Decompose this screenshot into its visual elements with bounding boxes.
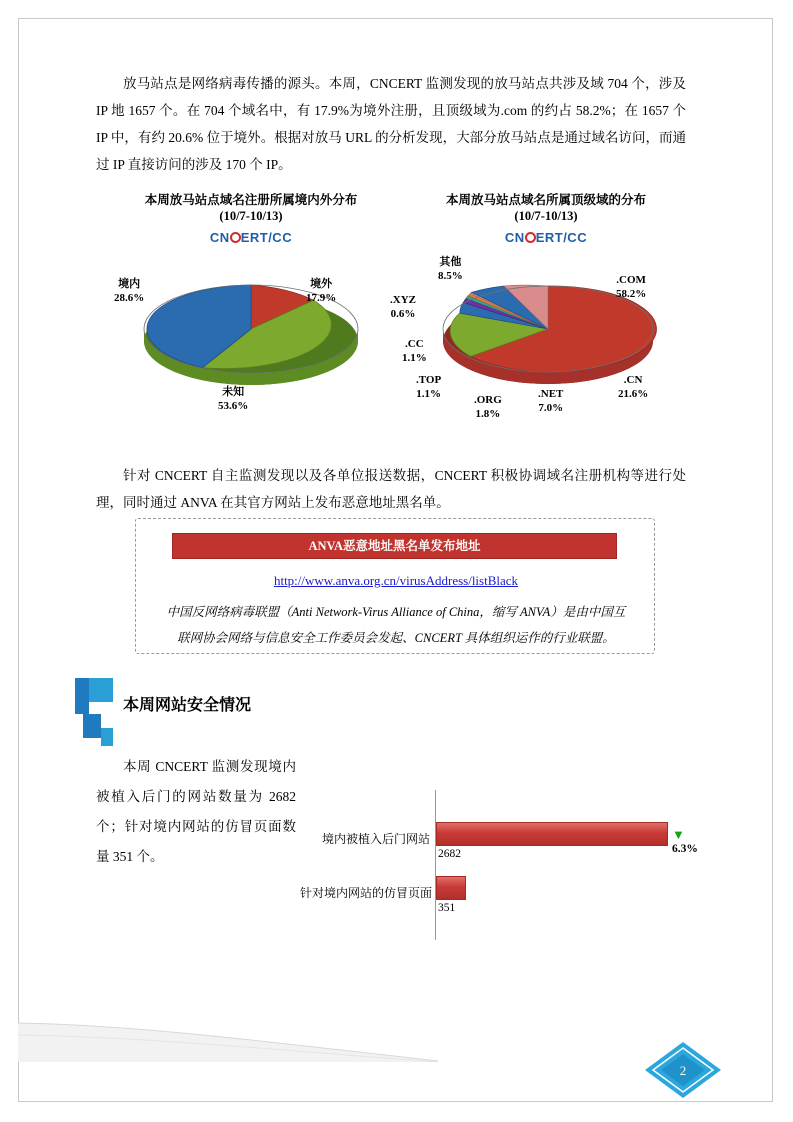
pie-2-label-xyz [390,293,416,321]
pie-2-val-org: 1.8% [475,408,501,420]
bar-value-phishing: 351 [438,902,456,914]
cncert-mark-suffix-2: ERT/CC [535,230,588,245]
bar-value-backdoor: 2682 [438,848,461,860]
bar-chart-axis [435,790,436,940]
paragraph-2-block [96,462,686,516]
page-number-badge [643,1040,723,1100]
chart-tld-distribution [390,192,696,420]
paragraph-3: 本周 CNCERT 监测发现境内被植入后门的网站数量为 2682 个；针对境内网站的仿冒页面数量 351 个。 [96,759,296,864]
cncert-ring-icon-2 [525,232,536,243]
heading-decoration-bar-2 [89,678,113,702]
bar-category-label-backdoor: 境内被植入后门网站 [321,832,430,846]
pie-2-label-com [616,273,646,301]
pie-1-val-domestic: 28.6% [114,292,145,304]
pie-1-val-unknown: 53.6% [218,400,249,412]
chart-1-plot-area [106,245,396,415]
cncert-watermark-1 [106,230,396,245]
heading-decoration-bar-1 [75,678,89,714]
bar-backdoor [436,822,668,846]
pie-2-label-net [538,387,563,415]
chart-website-security-bar [300,790,698,950]
paragraph-1: 放马站点是网络病毒传播的源头。本周，CNCERT 监测发现的放马站点共涉及域 704 个，涉及 IP 地 1657 个。在 704 个域名中，有 17.9%为境外注册，且顶级域为.com 的约占 58.2%；在 1657 个 IP 中，有约 20.6% 位于境外。根据对放马 URL 的分析发现，大部分放马站点是通过域名访问，而通过 IP 直接访问的涉及 170 个 IP。 [96,76,686,172]
cncert-mark-suffix: ERT/CC [240,230,293,245]
bar-delta-backdoor [672,827,698,855]
anva-banner-title: ANVA恶意地址黑名单发布地址 [172,533,617,559]
cncert-mark-prefix: CN [209,230,230,245]
pie-2-val-net: 7.0% [538,402,564,414]
pie-1-cat-unknown: 未知 [222,386,245,398]
pie-2-cat-net: .NET [538,388,564,400]
anva-description: 中国反网络病毒联盟（Anti Network-Virus Alliance of China，缩写 ANVA）是由中国互联网协会网络与信息安全工作委员会发起、CNCERT 具体组织运作的行业联盟。 [166,605,626,645]
anva-blacklist-link[interactable]: http://www.anva.org.cn/virusAddress/listBlack [273,573,519,588]
pie-2-cat-cc: .CC [405,338,424,350]
down-arrow-icon: ▼ [672,827,685,842]
anva-callout-box [135,518,655,654]
section-heading-block [75,678,475,758]
pie-1-label-unknown [218,385,248,413]
pie-2-cat-top: .TOP [416,374,442,386]
pie-2-val-com: 58.2% [616,288,647,300]
pie-1-val-overseas: 17.9% [306,292,337,304]
pie-2-val-cn: 21.6% [618,388,649,400]
pie-2-val-other: 8.5% [438,270,463,282]
pie-1-label-domestic [114,277,144,305]
pie-2-cat-com: .COM [616,274,646,286]
pie-2-cat-cn: .CN [623,374,643,386]
chart-1-subtitle: (10/7-10/13) [219,209,283,223]
pie-2-val-cc: 1.1% [402,352,427,364]
chart-2-subtitle: (10/7-10/13) [514,209,578,223]
chart-1-title: 本周放马站点域名注册所属境内外分布 [144,193,358,207]
pie-chart-1-svg [106,245,396,415]
footer-decoration [18,1017,438,1062]
page-number: 2 [679,1063,687,1078]
cncert-watermark-2 [396,230,696,245]
pie-1-cat-overseas: 境外 [310,278,333,290]
pie-2-cat-other: 其他 [439,256,462,268]
section-title: 本周网站安全情况 [123,697,252,714]
pie-2-label-top [416,373,441,401]
cncert-ring-icon [230,232,241,243]
pie-2-label-other [438,255,463,283]
paragraph-2: 针对 CNCERT 自主监测发现以及各单位报送数据，CNCERT 积极协调域名注册机构等进行处理，同时通过 ANVA 在其官方网站上发布恶意地址黑名单。 [96,468,686,510]
footer-swoosh-svg [18,1017,438,1062]
heading-decoration-bar-4 [101,728,113,746]
paragraph-1-block [96,70,686,178]
pie-2-label-org [474,393,502,421]
pie-1-label-overseas [306,277,336,305]
heading-decoration-bar-3 [83,714,101,738]
pie-2-cat-org: .ORG [474,394,502,406]
chart-2-title: 本周放马站点域名所属顶级域的分布 [445,193,646,207]
bar-phishing [436,876,466,900]
bar-category-label-phishing: 针对境内网站的仿冒页面 [300,886,433,900]
pie-2-val-xyz: 0.6% [390,308,416,320]
bar-delta-backdoor-value: 6.3% [672,843,698,855]
charts-row [96,192,696,442]
chart-2-plot-area [390,245,696,420]
pie-2-label-cn [618,373,648,401]
cncert-mark-prefix-2: CN [504,230,525,245]
pie-2-val-top: 1.1% [416,388,441,400]
pie-1-cat-domestic: 境内 [118,278,141,290]
pie-2-cat-xyz: .XYZ [390,294,416,306]
pie-2-label-cc [402,337,427,365]
chart-domain-registration-location [106,192,396,415]
